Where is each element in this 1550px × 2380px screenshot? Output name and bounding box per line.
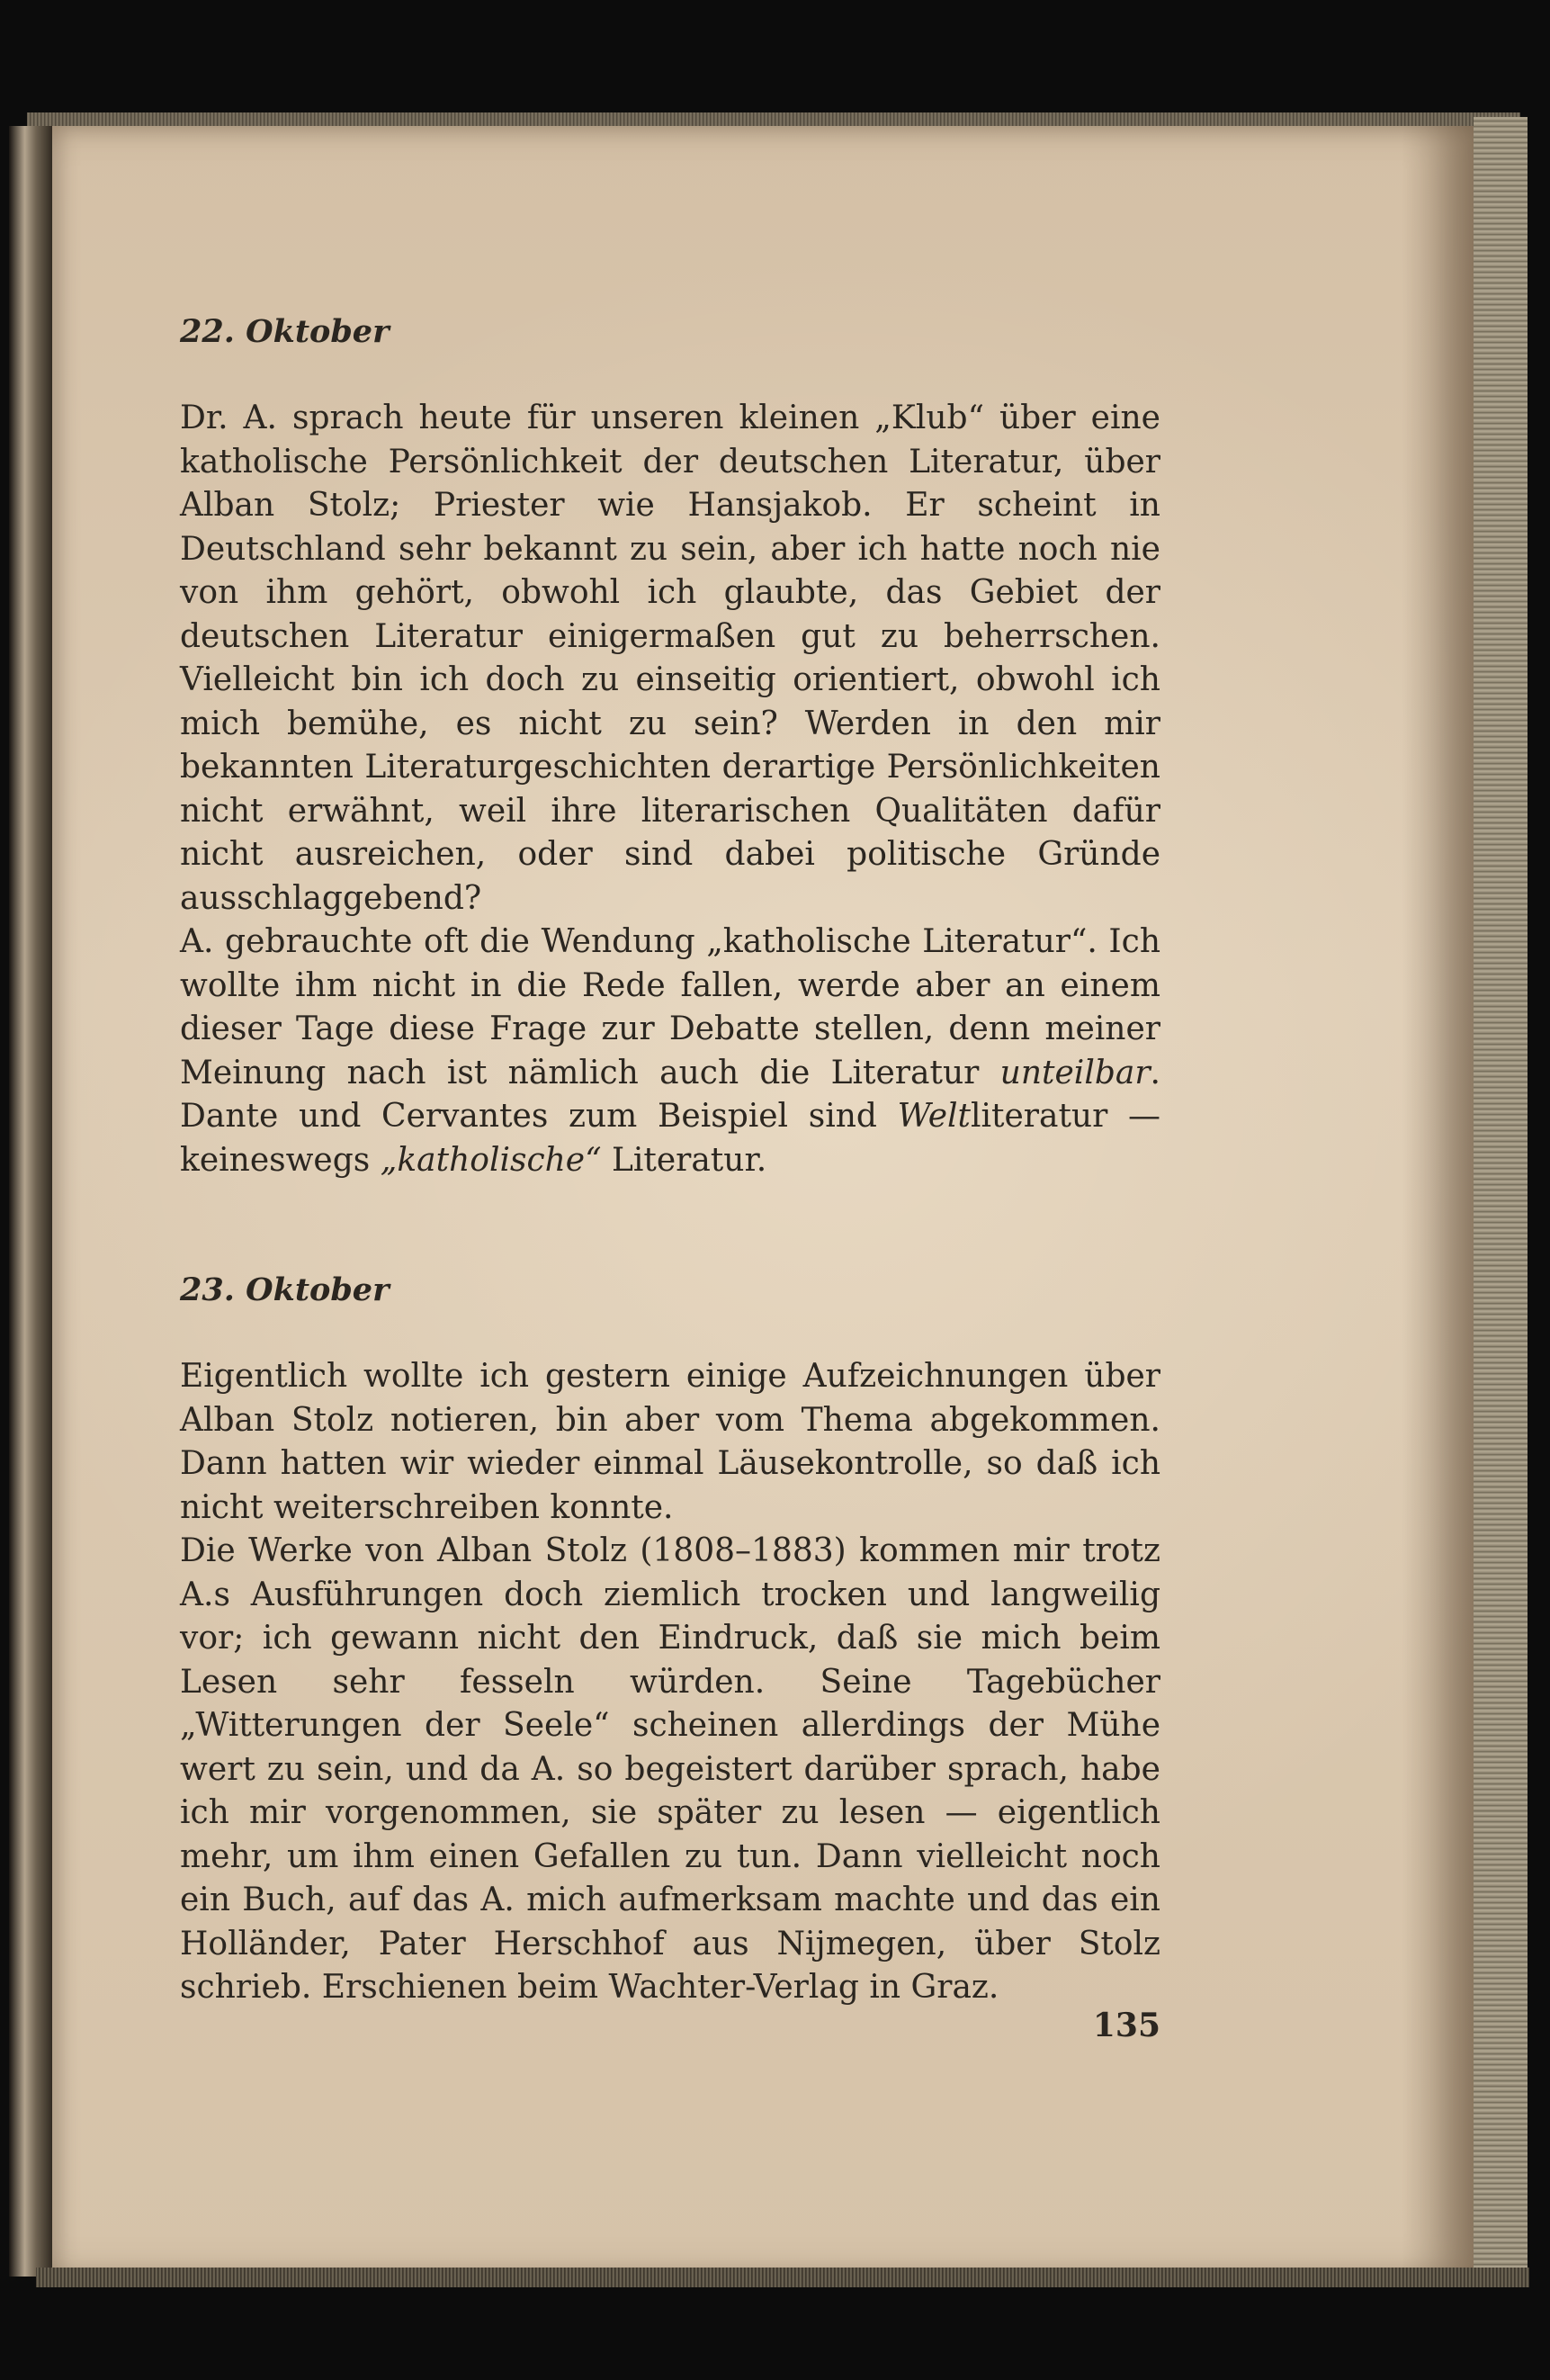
entry-paragraph	[180, 1530, 1160, 2010]
page-number: 135	[1092, 2007, 1160, 2044]
text-run: . Dante und Cervantes zum Beispiel sind	[180, 1054, 1160, 1135]
text-run: A. gebrauchte oft die Wendung „katholische Literatur“. Ich wollte ihm nicht in die Rede fallen, werde aber an einem dieser Tage diese Frage zur Debatte stellen, denn meiner Meinung nach ist nämlich auch die Literatur	[180, 923, 1160, 1091]
entry-heading: 23. Oktober	[180, 1271, 390, 1308]
text-run-italic: unteilbar	[999, 1054, 1151, 1091]
entry-paragraph	[180, 1355, 1160, 1530]
entry-paragraph	[180, 921, 1160, 1182]
diary-entry	[180, 310, 1160, 1182]
book-left-edge	[9, 126, 54, 2277]
book-bottom-edge	[36, 2268, 1529, 2287]
book-cover-edge	[1474, 117, 1528, 2286]
text-run: Literatur.	[601, 1141, 767, 1179]
text-run-italic: Welt	[897, 1098, 971, 1135]
text-run-italic: „katholische“	[380, 1141, 602, 1179]
text-run: Eigentlich wollte ich gestern einige Aufzeichnungen über Alban Stolz notieren, bin aber vom Thema abgekommen. Dann hatten wir wieder einmal Läusekontrolle, so daß ich nicht weiterschreiben konnte.	[180, 1358, 1160, 1526]
text-run: literatur — keineswegs	[180, 1098, 1160, 1179]
entry-paragraph	[180, 397, 1160, 921]
page-text	[180, 310, 1160, 2010]
entry-heading: 22. Oktober	[180, 313, 390, 350]
diary-entry	[180, 1269, 1160, 2010]
page-shadow	[1402, 126, 1474, 2277]
text-run: Die Werke von Alban Stolz (1808–1883) kommen mir trotz A.s Ausführungen doch ziemlich trocken und langweilig vor; ich gewann nicht den Eindruck, daß sie mich beim Lesen sehr fesseln würden. Seine Tagebücher „Witterungen der Seele“ scheinen allerdings der Mühe wert zu sein, und da A. so begeistert darüber sprach, habe ich mir vorgenommen, sie später zu lesen — eigentlich mehr, um ihm einen Gefallen zu tun. Dann vielleicht noch ein Buch, auf das A. mich aufmerksam machte und das ein Holländer, Pater Herschhof aus Nijmegen, über Stolz schrieb. Erschienen beim Wachter-Verlag in Graz.	[180, 1532, 1160, 2006]
text-run: Dr. A. sprach heute für unseren kleinen „Klub“ über eine katholische Persönlichkeit der deutschen Literatur, über Alban Stolz; Priester wie Hansjakob. Er scheint in Deutschland sehr bekannt zu sein, aber ich hatte noch nie von ihm gehört, obwohl ich glaubte, das Gebiet der deutschen Literatur einigermaßen gut zu beherrschen. Vielleicht bin ich doch zu einseitig orientiert, obwohl ich mich bemühe, es nicht zu sein? Werden in den mir bekannten Literaturgeschichten derartige Persönlichkeiten nicht erwähnt, weil ihre literarischen Qualitäten dafür nicht ausreichen, oder sind dabei politische Gründe ausschlaggebend?	[180, 400, 1160, 917]
